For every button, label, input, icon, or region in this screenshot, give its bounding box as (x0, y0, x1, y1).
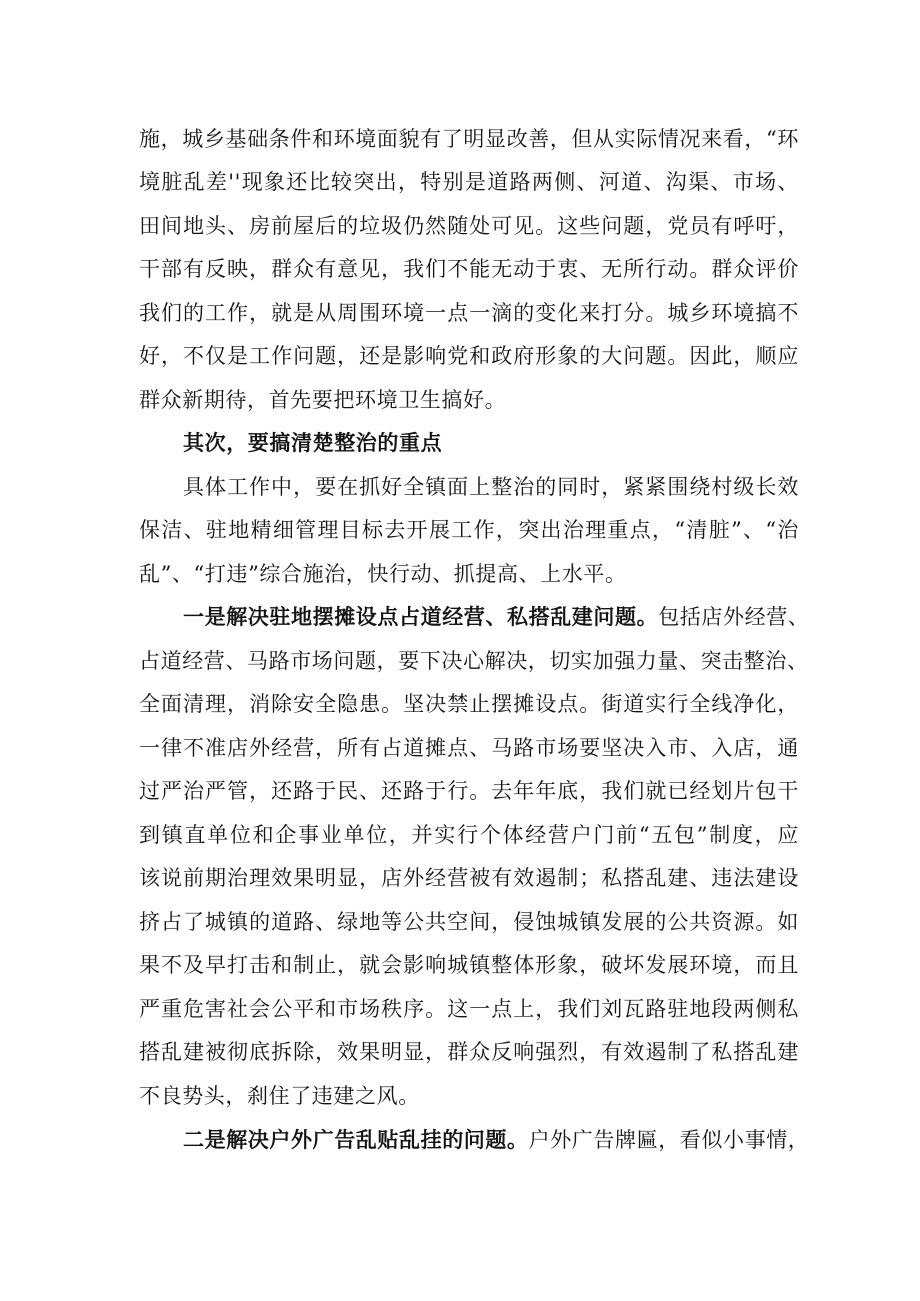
text-line: 干部有反映，群众有意见，我们不能无动于衷、无所行动。群众评价 (139, 257, 799, 281)
text-line: 果不及早打击和制止，就会影响城镇整体形象，破坏发展环境，而且 (139, 953, 799, 977)
section-heading: 其次，要搞清楚整治的重点 (183, 430, 443, 455)
text-line: 好，不仅是工作问题，还是影响党和政府形象的大问题。因此，顺应 (139, 344, 799, 368)
text-line: 挤占了城镇的道路、绿地等公共空间，侵蚀城镇发展的公共资源。如 (139, 910, 799, 934)
text-line: 境脏乱差''现象还比较突出，特别是道路两侧、河道、沟渠、市场、 (139, 170, 799, 194)
text-line: 全面清理，消除安全隐患。坚决禁止摆摊设点。街道实行全线净化， (139, 692, 799, 716)
text-line: 群众新期待，首先要把环境卫生搞好。 (139, 388, 507, 412)
text-line: 不良势头，刹住了违建之风。 (139, 1084, 420, 1108)
text-line: 具体工作中，要在抓好全镇面上整治的同时，紧紧围绕村级长效 (183, 475, 799, 499)
bold-lead: 二是解决户外广告乱贴乱挂的问题。 (183, 1127, 529, 1152)
text-line (183, 1122, 810, 1158)
text-span: 户外广告牌匾，看似小事情， (528, 1128, 810, 1152)
text-line: 过严治严管，还路于民、还路于行。去年年底，我们就已经划片包干 (139, 779, 799, 803)
text-line (183, 599, 810, 635)
text-line: 搭乱建被彻底拆除，效果明显，群众反响强烈，有效遏制了私搭乱建 (139, 1040, 799, 1064)
text-line: 保洁、驻地精细管理目标去开展工作，突出治理重点，“清脏”、“治 (139, 518, 799, 542)
text-line: 我们的工作，就是从周围环境一点一滴的变化来打分。城乡环境搞不 (139, 301, 799, 325)
text-line: 施，城乡基础条件和环境面貌有了明显改善，但从实际情况来看，“环 (139, 127, 799, 151)
text-line: 该说前期治理效果明显，店外经营被有效遏制；私搭乱建、违法建设 (139, 866, 799, 890)
text-line: 严重危害社会公平和市场秩序。这一点上，我们刘瓦路驻地段两侧私 (139, 997, 799, 1021)
text-line: 乱”、“打违”综合施治，快行动、抓提高、上水平。 (139, 562, 627, 586)
text-line: 占道经营、马路市场问题，要下决心解决，切实加强力量、突击整治、 (139, 649, 809, 673)
text-line: 一律不准店外经营，所有占道摊点、马路市场要坚决入市、入店，通 (139, 736, 799, 760)
text-line: 田间地头、房前屋后的垃圾仍然随处可见。这些问题，党员有呼吁， (139, 214, 799, 238)
text-span: 包括店外经营、 (658, 605, 810, 629)
bold-lead: 一是解决驻地摆摊设点占道经营、私搭乱建问题。 (183, 604, 659, 629)
text-line: 到镇直单位和企事业单位，并实行个体经营户门前“五包”制度，应 (139, 823, 799, 847)
